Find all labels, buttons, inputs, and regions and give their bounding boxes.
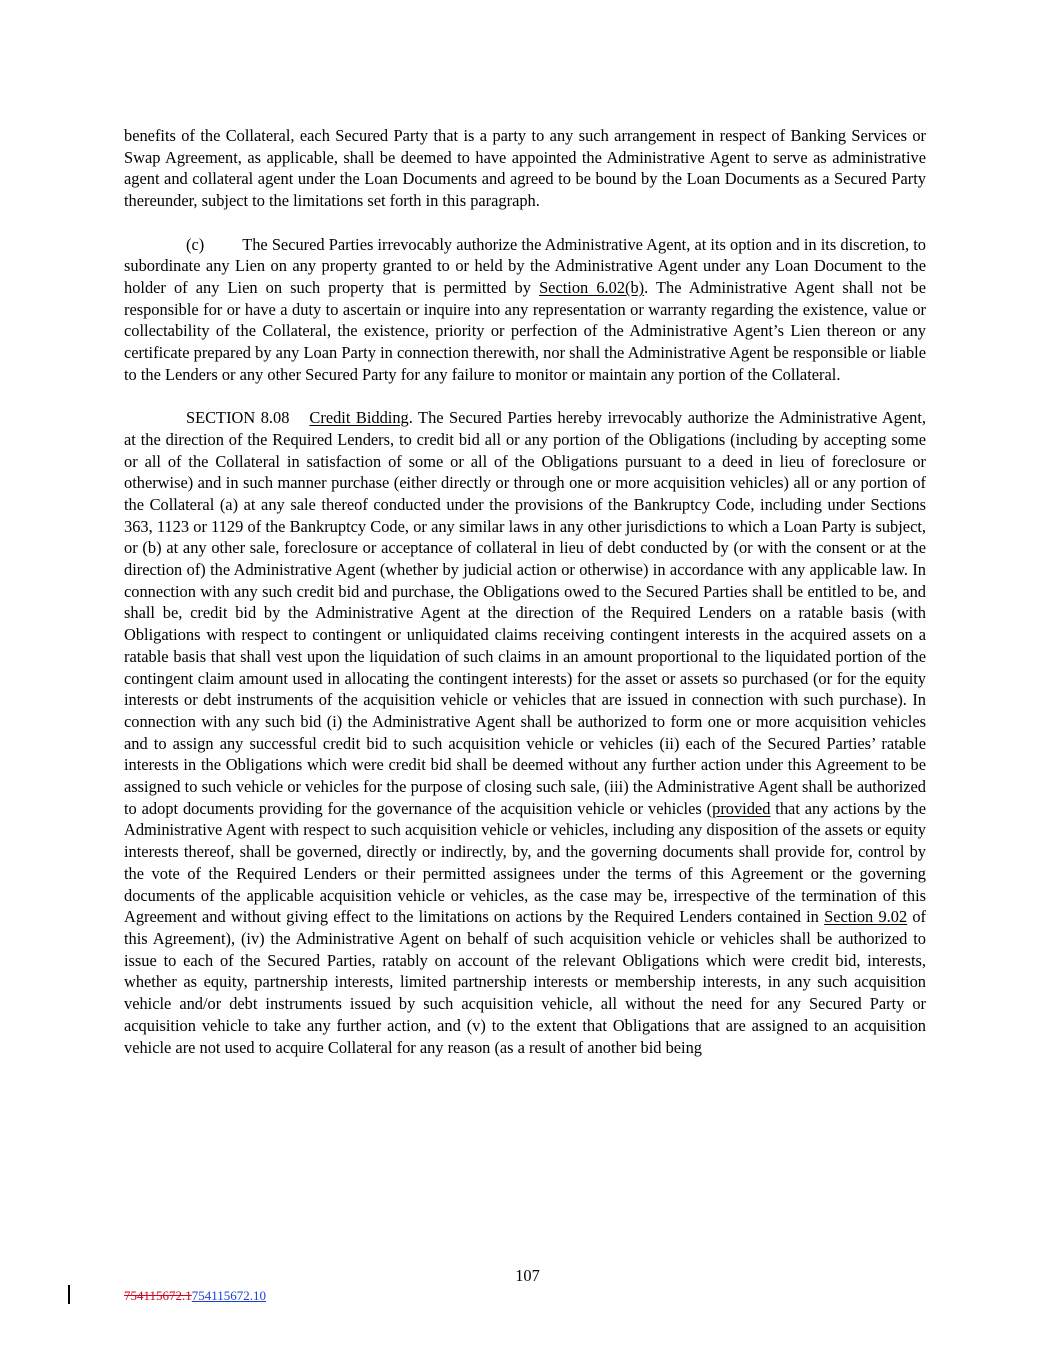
paragraph-c: [124, 234, 926, 386]
section-reference-link[interactable]: Section 9.02: [824, 907, 908, 927]
document-body: [124, 125, 926, 1080]
paragraph-text: . The Administrative Agent shall not be responsible for or have a duty to ascertain or inquire into any representation or warranty regarding the existence, value or collectability of the Collateral, the existence, priority or perfection of the Administrative Agent’s Lien thereon or any certificate prepared by any Loan Party in connection therewith, nor shall the Administrative Agent be responsible or liable to the Lenders or any other Secured Party for any failure to monitor or maintain any portion of the Collateral.: [124, 277, 926, 384]
paragraph-text: of this Agreement), (iv) the Administrative Agent on behalf of such acquisition vehicle or vehicles shall be authorized to issue to each of the Secured Parties, ratably on account of the relevant Obligations which were credit bid, interests, whether as equity, partnership interests, limited partnership interests or membership interests, in any such acquisition vehicle and/or debt instruments issued by such acquisition vehicle, all without the need for any Secured Party or acquisition vehicle to take any further action, and (v) to the extent that Obligations that are assigned to an acquisition vehicle are not used to acquire Collateral for any reason (as a result of another bid being: [124, 907, 926, 1057]
revision-change-bar: [68, 1285, 70, 1304]
paragraph-text: that any actions by the Administrative Agent with respect to such acquisition vehicle or vehicles, including any disposition of the assets or equity interests thereof, shall be governed, directly or indirectly, by, and the governing documents shall provide for, control by the vote of the Required Lenders or their permitted assignees under the terms of this Agreement or the governing documents of the applicable acquisition vehicle or vehicles, as the case may be, irrespective of the termination of this Agreement and without giving effect to the limitations on actions by the Required Lenders contained in: [124, 798, 927, 927]
paragraph-continuation: [124, 125, 926, 212]
document-id-deleted: 754115672.1: [124, 1288, 192, 1303]
provided-term: provided: [712, 798, 771, 818]
clause-label: (c): [186, 234, 205, 254]
paragraph-text: benefits of the Collateral, each Secured Party that is a party to any such arrangement in respect of Banking Services or Swap Agreement, as applicable, shall be deemed to have appointed the Administrative Agent to serve as administrative agent and collateral agent under the Loan Documents and agreed to be bound by the Loan Documents as a Secured Party thereunder, subject to the limitations set forth in this paragraph.: [124, 126, 926, 211]
section-number: SECTION 8.08: [186, 408, 290, 428]
document-id: [124, 1288, 266, 1304]
paragraph-text: . The Secured Parties hereby irrevocably authorize the Administrative Agent, at the direction of the Required Lenders, to credit bid all or any portion of the Obligations (including by accepting some or all of the Collateral in satisfaction of some or all of the Obligations pursuant to a deed in lieu of foreclosure or otherwise) and in such manner purchase (either directly or through one or more acquisition vehicles) all or any portion of the Collateral (a) at any sale thereof conducted under the provisions of the Bankruptcy Code, including under Sections 363, 1123 or 1129 of the Bankruptcy Code, or any similar laws in any other jurisdictions to which a Loan Party is subject, or (b) at any other sale, foreclosure or acceptance of collateral in lieu of debt conducted by (or with the consent or at the direction of) the Administrative Agent (whether by judicial action or otherwise) in accordance with any applicable law. In connection with any such credit bid and purchase, the Obligations owed to the Secured Parties shall be entitled to be, and shall be, credit bid by the Administrative Agent at the direction of the Required Lenders on a ratable basis (with Obligations with respect to contingent or unliquidated claims receiving contingent interests in the acquired assets on a ratable basis that shall vest upon the liquidation of such claims in an amount proportional to the liquidated portion of the contingent claim amount used in allocating the contingent interests) for the asset or assets so purchased (or for the equity interests or debt instruments of the acquisition vehicle or vehicles that are issued in connection with such purchase). In connection with any such bid (i) the Administrative Agent shall be authorized to form one or more acquisition vehicles and to assign any successful credit bid to such acquisition vehicle or vehicles (ii) each of the Secured Parties’ ratable interests in the Obligations which were credit bid shall be deemed without any further action under this Agreement to be assigned to such vehicle or vehicles for the purpose of closing such sale, (iii) the Administrative Agent shall be authorized to adopt documents providing for the governance of the acquisition vehicle or vehicles (: [124, 408, 926, 818]
page-number: 107: [515, 1266, 540, 1285]
section-reference-link[interactable]: Section 6.02(b): [539, 277, 645, 297]
paragraph-text: The Secured Parties irrevocably authorize the Administrative Agent, at its option and in its discretion, to subordinate any Lien on any property granted to or held by the Administrative Agent under any Loan Document to the holder of any Lien on such property that is permitted by: [124, 234, 926, 297]
section-title: Credit Bidding: [309, 408, 409, 428]
section-8-08: [124, 407, 926, 1058]
document-id-inserted: 754115672.10: [191, 1288, 267, 1303]
